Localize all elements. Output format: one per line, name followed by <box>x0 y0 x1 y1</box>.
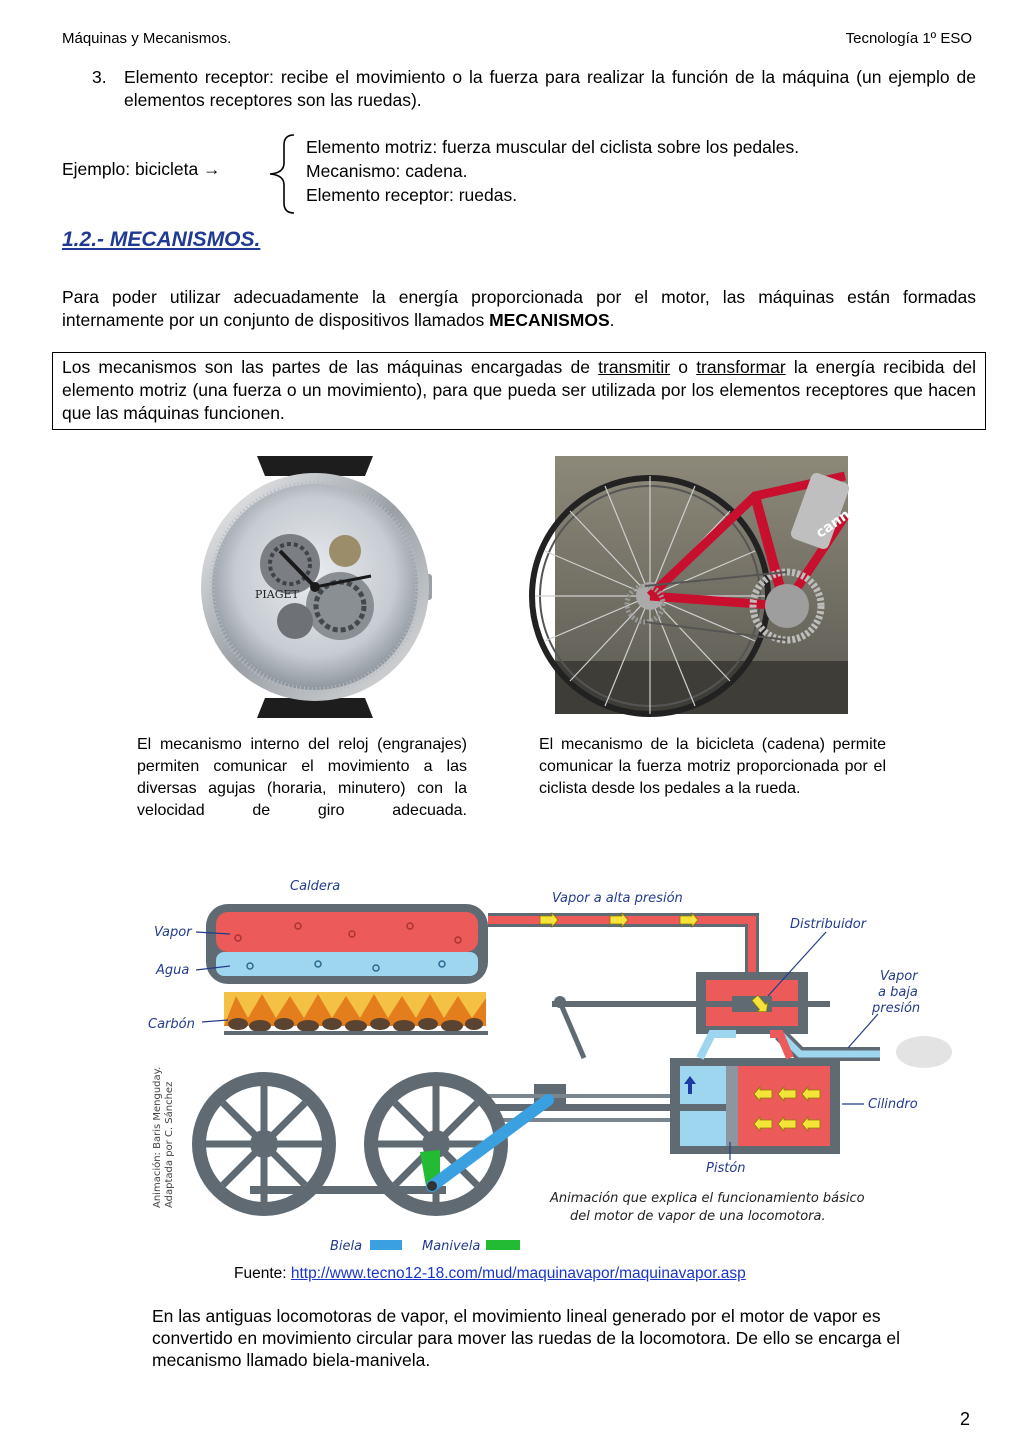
label-vapor-baja-3: presión <box>872 1001 921 1016</box>
definition-box <box>52 352 986 430</box>
paragraph-bold: MECANISMOS <box>489 310 610 330</box>
label-vapor-baja-1: Vapor <box>880 969 918 984</box>
page-number: 2 <box>960 1409 971 1429</box>
list-number: 3. <box>92 67 107 87</box>
header-left: Máquinas y Mecanismos. <box>62 30 232 47</box>
definition-word-transmitir: transmitir <box>598 357 671 377</box>
steam-engine-diagram <box>140 868 970 1260</box>
legend-manivela-label: Manivela <box>422 1239 481 1254</box>
definition-text-1: Los mecanismos son las partes de las máquinas encargadas de <box>62 357 599 377</box>
section-title: 1.2.- MECANISMOS. <box>62 228 261 251</box>
watch-caption: El mecanismo interno del reloj (engranajes) permiten comunicar el movimiento a las diversas agujas (horaria, minutero) con la velocidad de giro adecuada. <box>137 736 467 819</box>
coupling-rod <box>250 1186 446 1194</box>
label-piston: Pistón <box>706 1161 746 1176</box>
watch-image <box>195 456 435 718</box>
example-label-text: Ejemplo: bicicleta <box>62 159 199 179</box>
example-item-mecanismo: Mecanismo: cadena. <box>306 161 468 181</box>
label-caldera: Caldera <box>290 879 341 894</box>
example-item-receptor: Elemento receptor: ruedas. <box>306 185 518 205</box>
source-line <box>234 1265 746 1283</box>
credit-line-2: Adaptada por C. Sánchez <box>164 1081 175 1208</box>
label-vapor: Vapor <box>154 925 192 940</box>
label-carbon: Carbón <box>148 1017 195 1032</box>
definition-word-transformar: transformar <box>696 357 786 377</box>
label-agua: Agua <box>156 963 190 978</box>
paragraph-text: Para poder utilizar adecuadamente la energía proporcionada por el motor, las máquinas están formadas internamente por un conjunto de dispositivos llamados <box>62 287 976 330</box>
example-item-motriz: Elemento motriz: fuerza muscular del ciclista sobre los pedales. <box>306 137 800 157</box>
source-link[interactable]: http://www.tecno12-18.com/mud/maquinavapor/maquinavapor.asp <box>290 1265 746 1282</box>
example-list <box>306 135 799 207</box>
label-distribuidor: Distribuidor <box>790 917 867 932</box>
header-right: Tecnología 1º ESO <box>845 30 972 47</box>
definition-text-3: la energía recibida del elemento motriz (una fuerza o un movimiento), para que pueda ser utilizada por los elementos receptores que hacen que las máquinas funcionen. <box>62 357 976 423</box>
boiler-steam <box>216 912 478 952</box>
curly-brace-icon <box>264 133 298 215</box>
piston-head <box>726 1066 738 1146</box>
bike-brand-text: cann <box>813 506 854 542</box>
diagram-caption-1: Animación que explica el funcionamiento básico <box>550 1191 865 1206</box>
credit-line-1: Animación: Baris Menguday. <box>152 1066 163 1208</box>
label-vapor-alta-presion: Vapor a alta presión <box>552 891 683 906</box>
legend-biela-label: Biela <box>330 1239 363 1254</box>
legend-manivela-swatch <box>486 1240 520 1250</box>
arrow-icon: → <box>203 159 221 179</box>
label-vapor-baja-2: a baja <box>878 985 918 1000</box>
diagram-caption-2: del motor de vapor de una locomotora. <box>570 1209 826 1224</box>
paragraph-end: . <box>609 310 615 330</box>
source-label: Fuente: <box>234 1265 291 1282</box>
definition-text-2: o <box>670 357 697 377</box>
bike-caption: El mecanismo de la bicicleta (cadena) permite comunicar la fuerza motriz proporcionada por el ciclista desde los pedales a la rueda. <box>539 736 886 797</box>
legend-biela-swatch <box>370 1240 402 1250</box>
drive-wheels <box>192 1072 508 1216</box>
label-cilindro: Cilindro <box>868 1097 918 1112</box>
intro-text: Elemento receptor: recibe el movimiento o la fuerza para realizar la función de la máquina (un ejemplo de elementos receptores son las ruedas). <box>124 67 976 110</box>
bicycle-image <box>555 456 854 714</box>
mecanismos-paragraph <box>62 286 976 332</box>
watch-brand-text: PIAGET <box>255 588 299 601</box>
closing-paragraph: En las antiguas locomotoras de vapor, el movimiento lineal generado por el motor de vapor es convertido en movimiento circular para mover las ruedas de la locomotora. De ello se encarga el mecanismo llamado biela-manivela. <box>152 1306 901 1370</box>
example-label <box>62 159 221 180</box>
